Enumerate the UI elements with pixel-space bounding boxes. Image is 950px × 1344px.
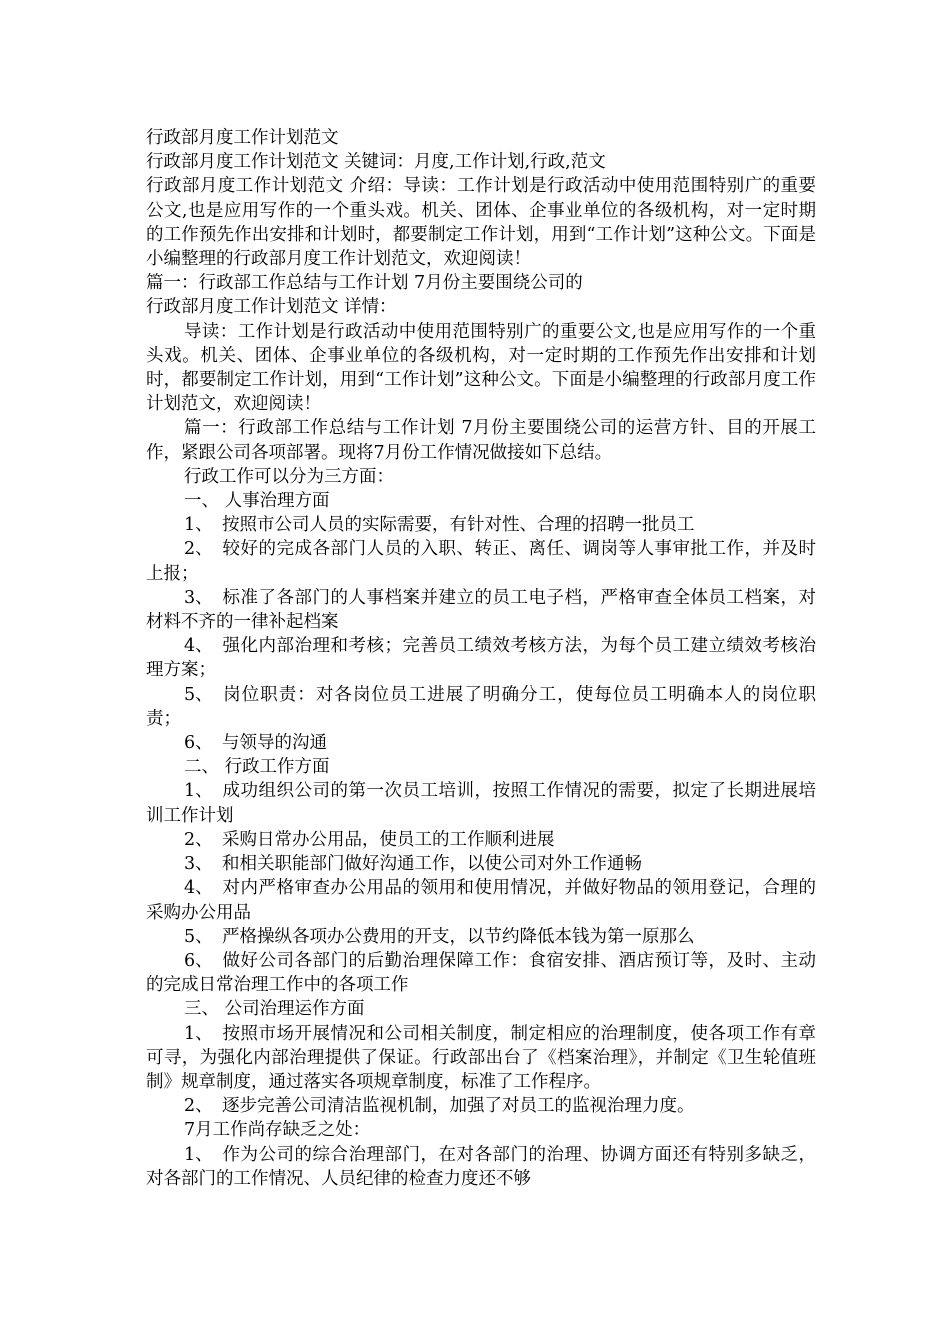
item-number: 4、	[184, 636, 213, 657]
section-heading-admin: 二、 行政工作方面	[184, 757, 330, 778]
list-item	[146, 586, 816, 634]
item-text: 逐步完善公司清洁监视机制，加强了对员工的监视治理力度。	[222, 1096, 695, 1117]
list-item	[146, 537, 816, 585]
admin-list	[146, 779, 816, 997]
item-number: 1、	[184, 1144, 213, 1165]
item-number: 5、	[184, 684, 213, 705]
list-item	[146, 1094, 816, 1118]
management-list	[146, 1022, 816, 1119]
section-heading-management: 三、 公司治理运作方面	[184, 999, 365, 1020]
detail-label: 行政部月度工作计划范文 详情：	[146, 297, 397, 318]
item-number: 4、	[184, 878, 213, 899]
item-number: 2、	[184, 539, 213, 560]
section-heading-personnel: 一、 人事治理方面	[184, 491, 330, 512]
item-number: 2、	[184, 1096, 213, 1117]
list-item	[146, 1143, 816, 1191]
item-number: 1、	[184, 515, 213, 536]
list-item	[146, 949, 816, 997]
item-number: 6、	[184, 950, 213, 971]
list-item	[146, 828, 816, 852]
item-text: 采购日常办公用品，使员工的工作顺利进展	[222, 829, 555, 850]
item-text: 强化内部治理和考核；完善员工绩效考核方法，为每个员工建立绩效考核治理方案；	[146, 636, 816, 681]
list-item	[146, 634, 816, 682]
intro-paragraph: 行政部月度工作计划范文 介绍：导读：工作计划是行政活动中使用范围特别广的重要公文,也是应用写作的一个重头戏。机关、团体、企事业单位的各级机构，对一定时期的工作预先作出安排和计划时，都要制定工作计划，用到“工作计划”这种公文。下面是小编整理的行政部月度工作计划范文，欢迎阅读！	[146, 176, 816, 270]
list-item	[146, 852, 816, 876]
item-text: 做好公司各部门的后勤治理保障工作：食宿安排、酒店预订等，及时、主动的完成日常治理工作中的各项工作	[146, 950, 816, 996]
list-item	[146, 731, 816, 755]
item-number: 3、	[184, 587, 213, 608]
personnel-list	[146, 513, 816, 755]
guide-paragraph: 导读：工作计划是行政活动中使用范围特别广的重要公文,也是应用写作的一个重头戏。机关、团体、企事业单位的各级机构，对一定时期的工作预先作出安排和计划时，都要制定工作计划，用到“工作计划”这种公文。下面是小编整理的行政部月度工作计划范文，欢迎阅读！	[146, 321, 816, 415]
item-number: 1、	[184, 781, 213, 802]
document-body	[146, 126, 816, 1191]
list-item	[146, 779, 816, 827]
item-text: 岗位职责：对各岗位员工进展了明确分工，使每位员工明确本人的岗位职责；	[146, 684, 816, 729]
item-text: 按照市公司人员的实际需要，有针对性、合理的招聘一批员工	[222, 515, 695, 536]
list-item	[146, 876, 816, 924]
list-item	[146, 513, 816, 537]
item-number: 5、	[184, 926, 213, 947]
keywords-line: 行政部月度工作计划范文 关键词：月度,工作计划,行政,范文	[146, 152, 606, 173]
item-text: 和相关职能部门做好沟通工作，以使公司对外工作通畅	[222, 854, 642, 875]
item-text: 作为公司的综合治理部门，在对各部门的治理、协调方面还有特别多缺乏，对各部门的工作情况、人员纪律的检查力度还不够	[146, 1144, 816, 1189]
item-number: 1、	[184, 1023, 213, 1044]
list-item	[146, 925, 816, 949]
pian-line: 篇一：行政部工作总结与工作计划 7月份主要围绕公司的	[146, 273, 583, 294]
item-text: 较好的完成各部门人员的入职、转正、离任、调岗等人事审批工作，并及时上报；	[146, 539, 816, 584]
document-title: 行政部月度工作计划范文	[146, 128, 339, 148]
item-text: 与领导的沟通	[222, 733, 327, 754]
item-text: 严格操纵各项办公费用的开支，以节约降低本钱为第一原那么	[222, 926, 695, 947]
three-aspects-line: 行政工作可以分为三方面：	[184, 466, 394, 487]
item-text: 按照市场开展情况和公司相关制度，制定相应的治理制度，使各项工作有章可寻，为强化内部治理提供了保证。行政部出台了《档案治理》，并制定《卫生轮值班制》规章制度，通过落实各项规章制度，标准了工作程序。	[146, 1023, 816, 1092]
item-number: 2、	[184, 829, 213, 850]
pian-full-paragraph: 篇一：行政部工作总结与工作计划 7月份主要围绕公司的运营方针、目的开展工作，紧跟公司各项部署。现将7月份工作情况做接如下总结。	[146, 418, 816, 463]
item-text: 标准了各部门的人事档案并建立的员工电子档，严格审查全体员工档案，对材料不齐的一律补起档案	[146, 587, 816, 633]
item-number: 6、	[184, 733, 213, 754]
list-item	[146, 1022, 816, 1095]
shortfall-heading: 7月工作尚存缺乏之处：	[184, 1120, 371, 1141]
item-text: 成功组织公司的第一次员工培训，按照工作情况的需要，拟定了长期进展培训工作计划	[146, 781, 816, 826]
shortfall-list	[146, 1143, 816, 1191]
list-item	[146, 683, 816, 731]
item-number: 3、	[184, 854, 213, 875]
item-text: 对内严格审查办公用品的领用和使用情况，并做好物品的领用登记，合理的采购办公用品	[146, 878, 816, 923]
